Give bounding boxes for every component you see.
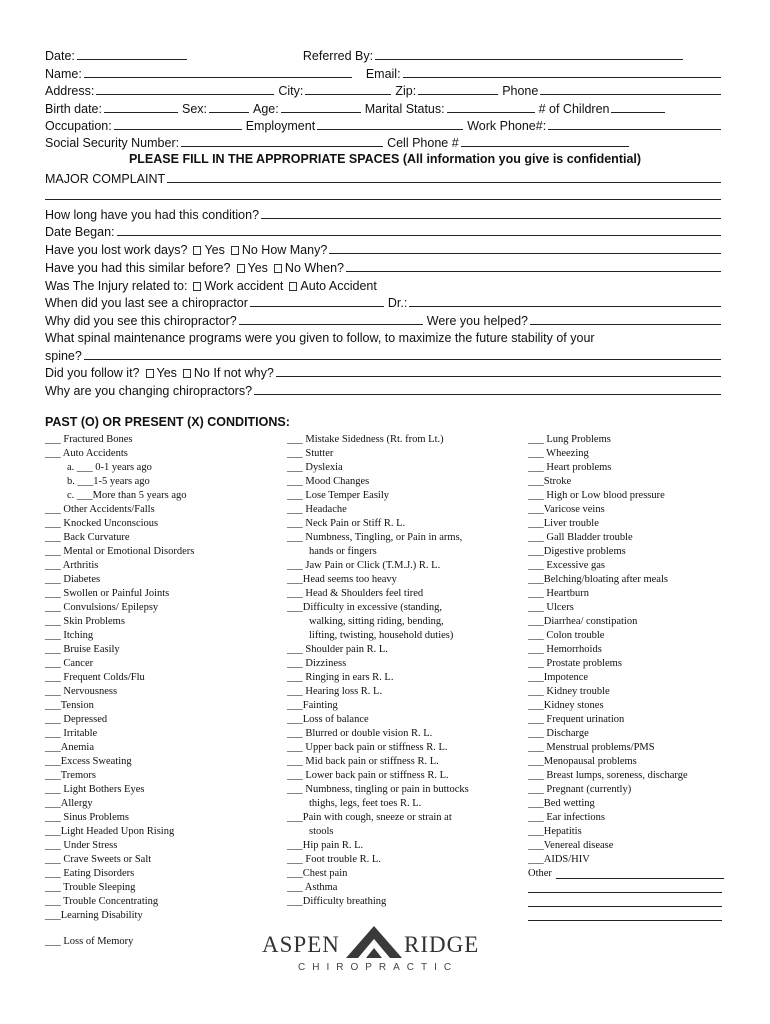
col2-condition-item[interactable]: ___ Numbness, Tingling, or Pain in arms, <box>287 532 463 543</box>
col3-condition-item[interactable]: ___ Excessive gas <box>528 560 605 571</box>
col2-condition-item[interactable]: ___ Numbness, tingling or pain in buttocks <box>287 784 469 795</box>
other-extra-line[interactable] <box>528 892 722 893</box>
col3-condition-item[interactable]: ___ Ulcers <box>528 602 574 613</box>
col3-condition-item[interactable]: ___ Kidney trouble <box>528 686 610 697</box>
col2-condition-item[interactable]: ___ Jaw Pain or Click (T.M.J.) R. L. <box>287 560 441 571</box>
col2-condition-item[interactable]: ___ Lower back pain or stiffness R. L. <box>287 770 449 781</box>
follow-yes-checkbox[interactable] <box>146 369 154 378</box>
col1-condition-item[interactable]: ___ Itching <box>45 630 94 641</box>
helped-field[interactable] <box>530 323 721 325</box>
col2-condition-item[interactable]: ___Difficulty breathing <box>287 896 387 907</box>
cell-phone-field[interactable] <box>461 145 629 147</box>
injury-related-label: Was The Injury related to: <box>45 279 188 293</box>
col2-condition-item[interactable]: ___ Foot trouble R. L. <box>287 854 381 865</box>
phone-label: Phone <box>502 84 539 98</box>
address-label: Address: <box>45 84 95 98</box>
col3-condition-item[interactable]: ___ Menstrual problems/PMS <box>528 742 655 753</box>
date-field[interactable] <box>77 58 187 60</box>
col1-condition-item[interactable]: ___ Back Curvature <box>45 532 130 543</box>
work-accident-checkbox[interactable] <box>193 282 201 291</box>
col2-condition-item[interactable]: ___Pain with cough, sneeze or strain at <box>287 812 452 823</box>
name-label: Name: <box>45 67 82 81</box>
col1-condition-item[interactable]: ___ Fractured Bones <box>45 434 133 445</box>
work-accident-label: Work accident <box>204 279 284 293</box>
conditions-title: PAST (O) OR PRESENT (X) CONDITIONS: <box>45 415 290 429</box>
col3-condition-item[interactable]: ___Kidney stones <box>528 700 604 711</box>
changing-label: Why are you changing chiropractors? <box>45 384 253 398</box>
major-complaint-field-2[interactable] <box>45 198 721 200</box>
city-label: City: <box>278 84 304 98</box>
col1-condition-item[interactable]: ___ Bruise Easily <box>45 644 120 655</box>
work-phone-label: Work Phone#: <box>467 119 547 133</box>
col1-condition-item[interactable]: ___ Auto Accidents <box>45 448 128 459</box>
logo-word-aspen: ASPEN <box>262 932 340 957</box>
ssn-field[interactable] <box>181 145 383 147</box>
col2-condition-item[interactable]: ___Head seems too heavy <box>287 574 397 585</box>
col3-condition-item[interactable]: ___Impotence <box>528 672 589 683</box>
col2-condition-item[interactable]: ___ Neck Pain or Stiff R. L. <box>287 518 406 529</box>
col1-condition-item[interactable]: ___Tremors <box>45 770 96 781</box>
col3-condition-item[interactable]: ___Diarrhea/ constipation <box>528 616 638 627</box>
col2-condition-item[interactable]: thighs, legs, feet toes R. L. <box>309 798 422 809</box>
col1-condition-item[interactable]: ___ Crave Sweets or Salt <box>45 854 152 865</box>
children-field[interactable] <box>611 111 665 113</box>
col3-condition-item[interactable]: ___ Colon trouble <box>528 630 605 641</box>
age-field[interactable] <box>281 111 361 113</box>
col1-condition-item[interactable]: ___ Irritable <box>45 728 98 739</box>
occupation-field[interactable] <box>114 128 242 130</box>
col1-condition-item[interactable]: ___Allergy <box>45 798 93 809</box>
employment-label: Employment <box>245 119 316 133</box>
follow-why-field[interactable] <box>276 375 721 377</box>
col1-condition-item[interactable]: ___ Knocked Unconscious <box>45 518 159 529</box>
conditions-column-1 <box>45 433 285 963</box>
referred-by-field[interactable] <box>375 58 683 60</box>
col2-condition-item[interactable]: ___ Mood Changes <box>287 476 370 487</box>
work-phone-field[interactable] <box>548 128 721 130</box>
col2-condition-item[interactable]: ___ Asthma <box>287 882 338 893</box>
date-began-field[interactable] <box>117 234 722 236</box>
birth-date-label: Birth date: <box>45 102 102 116</box>
col3-condition-item[interactable]: ___ Heart problems <box>528 462 612 473</box>
auto-accident-label: Auto Accident <box>300 279 377 293</box>
col1-condition-item[interactable]: ___ Trouble Sleeping <box>45 882 136 893</box>
cell-phone-label: Cell Phone # <box>387 136 459 150</box>
col3-condition-item[interactable]: ___Digestive problems <box>528 546 626 557</box>
other-field[interactable] <box>556 878 724 879</box>
follow-no-label: No If not why? <box>193 366 274 380</box>
changing-field[interactable] <box>254 393 721 395</box>
conditions-column-3 <box>528 433 728 893</box>
row-lost-work <box>45 240 725 257</box>
similar-when-field[interactable] <box>346 270 721 272</box>
col2-condition-item[interactable]: ___ Mistake Sidedness (Rt. from Lt.) <box>287 434 444 445</box>
col3-condition-item[interactable]: ___Belching/bloating after meals <box>528 574 668 585</box>
col3-condition-item[interactable]: ___ Frequent urination <box>528 714 625 725</box>
row-name-email <box>45 64 725 81</box>
col3-condition-item[interactable]: ___ High or Low blood pressure <box>528 490 665 501</box>
col3-condition-item[interactable]: ___ Lung Problems <box>528 434 611 445</box>
similar-before-label: Have you had this similar before? <box>45 261 231 275</box>
col2-condition-item[interactable]: ___ Blurred or double vision R. L. <box>287 728 433 739</box>
col1-condition-item[interactable]: ___ Frequent Colds/Flu <box>45 672 145 683</box>
col1-condition-item[interactable]: ___Light Headed Upon Rising <box>45 826 175 837</box>
col2-condition-item[interactable]: ___ Dizziness <box>287 658 347 669</box>
col3-condition-item[interactable]: ___Venereal disease <box>528 840 614 851</box>
col3-condition-item[interactable]: ___ Pregnant (currently) <box>528 784 632 795</box>
col2-condition-item[interactable]: ___ Dyslexia <box>287 462 343 473</box>
row-similar-before <box>45 258 725 275</box>
birth-date-field[interactable] <box>104 111 178 113</box>
col1-condition-item[interactable]: ___ Arthritis <box>45 560 99 571</box>
spine-field[interactable] <box>84 358 721 360</box>
referred-by-label: Referred By: <box>302 49 374 63</box>
col3-condition-item[interactable]: ___Bed wetting <box>528 798 595 809</box>
zip-label: Zip: <box>395 84 417 98</box>
col2-condition-item[interactable]: ___Chest pain <box>287 868 348 879</box>
col2-condition-item[interactable]: ___ Head & Shoulders feel tired <box>287 588 424 599</box>
col2-condition-item[interactable]: walking, sitting riding, bending, <box>309 616 444 627</box>
col1-condition-item[interactable]: ___ Eating Disorders <box>45 868 135 879</box>
follow-no-checkbox[interactable] <box>183 369 191 378</box>
col2-condition-item[interactable]: ___ Upper back pain or stiffness R. L. <box>287 742 448 753</box>
last-chiro-field[interactable] <box>250 305 384 307</box>
col1-condition-item[interactable]: ___ Under Stress <box>45 840 118 851</box>
col1-condition-item[interactable]: c. ___More than 5 years ago <box>67 490 187 501</box>
col3-condition-item[interactable]: ___ Ear infections <box>528 812 605 823</box>
col2-condition-item[interactable]: hands or fingers <box>309 546 377 557</box>
col3-condition-item[interactable]: ___ Breast lumps, soreness, discharge <box>528 770 688 781</box>
similar-yes-checkbox[interactable] <box>237 264 245 273</box>
col1-condition-item[interactable]: ___ Other Accidents/Falls <box>45 504 155 515</box>
similar-no-checkbox[interactable] <box>274 264 282 273</box>
col3-condition-item[interactable]: Other <box>528 868 552 879</box>
row-spine <box>45 346 725 363</box>
follow-yes-label: Yes <box>156 366 177 380</box>
col1-condition-item[interactable]: ___Anemia <box>45 742 94 753</box>
email-field[interactable] <box>403 76 721 78</box>
logo-subtitle: CHIROPRACTIC <box>298 962 459 973</box>
col3-condition-item[interactable]: ___ Heartburn <box>528 588 589 599</box>
mountain-icon <box>346 924 402 960</box>
col3-condition-item[interactable]: ___ Hemorrhoids <box>528 644 602 655</box>
auto-accident-checkbox[interactable] <box>289 282 297 291</box>
spine-label: spine? <box>45 349 82 363</box>
col3-condition-item[interactable]: ___Stroke <box>528 476 572 487</box>
name-field[interactable] <box>84 76 352 78</box>
row-how-long <box>45 205 725 222</box>
col3-condition-item[interactable]: ___Menopausal problems <box>528 756 637 767</box>
instruction-heading: PLEASE FILL IN THE APPROPRIATE SPACES (All information you give is confidential) <box>128 152 642 166</box>
major-complaint-label: MAJOR COMPLAINT <box>45 172 166 186</box>
col1-condition-item[interactable]: ___ Mental or Emotional Disorders <box>45 546 195 557</box>
col2-condition-item[interactable]: stools <box>309 826 334 837</box>
date-label: Date: <box>45 49 75 63</box>
row-ssn <box>45 133 725 150</box>
col2-condition-item[interactable]: ___ Shoulder pain R. L. <box>287 644 388 655</box>
row-injury-related <box>45 276 725 293</box>
row-address <box>45 81 725 98</box>
major-complaint-field[interactable] <box>167 181 721 183</box>
maintenance-label: What spinal maintenance programs were you given to follow, to maximize the future stability of your <box>45 331 595 345</box>
similar-yes-label: Yes <box>247 261 268 275</box>
marital-status-field[interactable] <box>447 111 535 113</box>
row-date-began <box>45 222 725 239</box>
employment-field[interactable] <box>317 128 463 130</box>
children-label: # of Children <box>538 102 610 116</box>
other-extra-line[interactable] <box>528 906 722 907</box>
other-extra-line[interactable] <box>528 920 722 921</box>
col1-condition-item[interactable]: b. ___1-5 years ago <box>67 476 150 487</box>
row-maintenance <box>45 328 725 345</box>
row-birth <box>45 99 725 116</box>
lost-work-how-many-field[interactable] <box>329 252 721 254</box>
why-chiro-field[interactable] <box>239 323 423 325</box>
email-label: Email: <box>365 67 401 81</box>
col1-condition-item[interactable]: ___ Skin Problems <box>45 616 125 627</box>
how-long-label: How long have you had this condition? <box>45 208 260 222</box>
col1-condition-item[interactable]: ___ Nervousness <box>45 686 118 697</box>
lost-work-label: Have you lost work days? <box>45 243 188 257</box>
col1-condition-item[interactable]: ___Excess Sweating <box>45 756 132 767</box>
lost-work-yes-checkbox[interactable] <box>193 246 201 255</box>
col2-condition-item[interactable]: ___ Lose Temper Easily <box>287 490 390 501</box>
col3-condition-item[interactable]: ___Hepatitis <box>528 826 582 837</box>
col3-condition-item[interactable]: ___ Prostate problems <box>528 658 622 669</box>
city-field[interactable] <box>305 93 391 95</box>
col1-condition-item[interactable]: ___ Cancer <box>45 658 94 669</box>
ssn-label: Social Security Number: <box>45 136 180 150</box>
row-why-chiro <box>45 311 725 328</box>
similar-no-label: No When? <box>284 261 344 275</box>
row-follow-it <box>45 363 725 380</box>
col2-condition-item[interactable]: ___Loss of balance <box>287 714 369 725</box>
col3-condition-item[interactable]: ___AIDS/HIV <box>528 854 590 865</box>
row-last-chiro <box>45 293 725 310</box>
col2-condition-item[interactable]: lifting, twisting, household duties) <box>309 630 454 641</box>
col1-condition-item[interactable]: a. ___ 0-1 years ago <box>67 462 152 473</box>
col1-condition-item[interactable]: ___ Depressed <box>45 714 108 725</box>
col1-condition-item[interactable]: ___ Loss of Memory <box>45 936 134 947</box>
col1-condition-item[interactable]: ___ Light Bothers Eyes <box>45 784 145 795</box>
logo-word-ridge: RIDGE <box>404 932 480 957</box>
sex-field[interactable] <box>209 111 249 113</box>
last-chiro-label: When did you last see a chiropractor <box>45 296 248 310</box>
date-began-label: Date Began: <box>45 225 115 239</box>
col1-condition-item[interactable]: ___ Diabetes <box>45 574 101 585</box>
col2-condition-item[interactable]: ___ Ringing in ears R. L. <box>287 672 394 683</box>
col2-condition-item[interactable]: ___Fainting <box>287 700 338 711</box>
row-major-complaint <box>45 169 725 186</box>
col2-condition-item[interactable]: ___Hip pain R. L. <box>287 840 364 851</box>
col1-condition-item[interactable]: ___ Trouble Concentrating <box>45 896 159 907</box>
dr-field[interactable] <box>409 305 721 307</box>
col1-condition-item[interactable]: ___ Sinus Problems <box>45 812 130 823</box>
col2-condition-item[interactable]: ___ Hearing loss R. L. <box>287 686 383 697</box>
col1-condition-item[interactable]: ___Learning Disability <box>45 910 143 921</box>
col2-condition-item[interactable]: ___ Stutter <box>287 448 334 459</box>
col1-condition-item[interactable]: ___ Convulsions/ Epilepsy <box>45 602 159 613</box>
helped-label: Were you helped? <box>426 314 528 328</box>
row-complaint-continued <box>45 186 725 203</box>
marital-status-label: Marital Status: <box>364 102 445 116</box>
col3-condition-item[interactable]: ___ Wheezing <box>528 448 589 459</box>
how-long-field[interactable] <box>261 217 721 219</box>
zip-field[interactable] <box>418 93 498 95</box>
col2-condition-item[interactable]: ___Difficulty in excessive (standing, <box>287 602 442 613</box>
lost-work-yes-label: Yes <box>204 243 225 257</box>
row-occupation <box>45 116 725 133</box>
col1-condition-item[interactable]: ___ Swollen or Painful Joints <box>45 588 170 599</box>
dr-label: Dr.: <box>387 296 408 310</box>
why-chiro-label: Why did you see this chiropractor? <box>45 314 237 328</box>
conditions-column-2 <box>287 433 527 913</box>
phone-field[interactable] <box>540 93 721 95</box>
sex-label: Sex: <box>181 102 207 116</box>
col2-condition-item[interactable]: ___ Headache <box>287 504 347 515</box>
row-changing <box>45 381 725 398</box>
follow-it-label: Did you follow it? <box>45 366 140 380</box>
age-label: Age: <box>253 102 279 116</box>
lost-work-no-checkbox[interactable] <box>231 246 239 255</box>
col3-condition-item[interactable]: ___Varicose veins <box>528 504 605 515</box>
col3-condition-item[interactable]: ___ Discharge <box>528 728 589 739</box>
lost-work-no-label: No How Many? <box>241 243 328 257</box>
occupation-label: Occupation: <box>45 119 112 133</box>
col1-condition-item[interactable]: ___Tension <box>45 700 94 711</box>
col3-condition-item[interactable]: ___Liver trouble <box>528 518 599 529</box>
address-field[interactable] <box>96 93 274 95</box>
col2-condition-item[interactable]: ___ Mid back pain or stiffness R. L. <box>287 756 439 767</box>
col3-condition-item[interactable]: ___ Gall Bladder trouble <box>528 532 633 543</box>
aspen-ridge-logo <box>262 924 482 984</box>
row-date-referred <box>45 46 725 63</box>
